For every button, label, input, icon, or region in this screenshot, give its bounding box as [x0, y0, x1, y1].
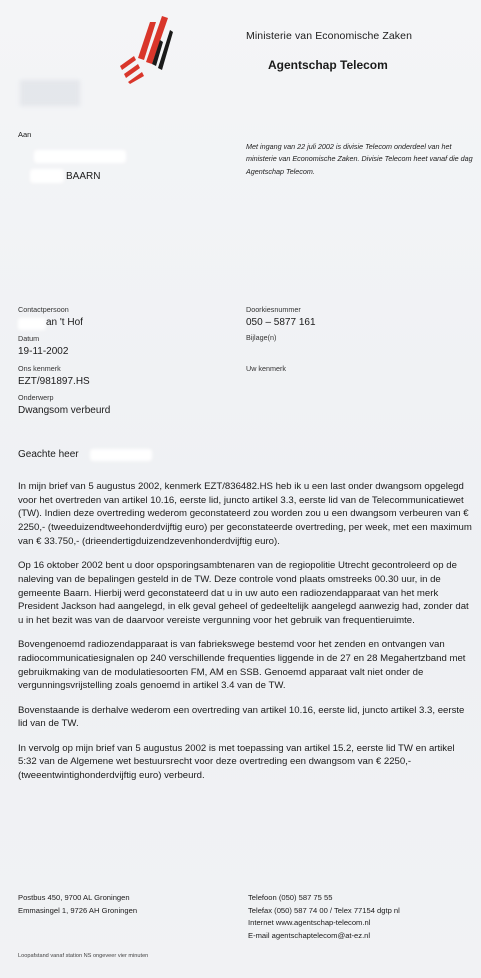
redaction-contact — [18, 318, 46, 330]
direct-number-label: Doorkiesnummer — [246, 305, 301, 314]
date-value: 19-11-2002 — [18, 346, 69, 357]
footer-phone: Telefoon (050) 587 75 55 — [248, 893, 333, 902]
footer-right — [248, 892, 400, 942]
date-label: Datum — [18, 334, 40, 343]
footer-postbus: Postbus 450, 9700 AL Groningen — [18, 893, 130, 902]
redaction-name — [34, 150, 126, 163]
redaction-salutation-name — [90, 449, 152, 461]
recipient-city: BAARN — [66, 171, 101, 182]
paragraph-5: In vervolg op mijn brief van 5 augustus 2002 is met toepassing van artikel 15.2, eerste lid TW en artikel 5:32 van de Algemene wet bestuursrecht voor deze overtreding een dwangsom van € 2250,- (tweeentwintighonderdvijftig euro) verbeurd. — [18, 742, 455, 782]
footer-email: E-mail agentschaptelecom@at-ez.nl — [248, 930, 371, 940]
attachments-label: Bijlage(n) — [246, 333, 277, 342]
direct-number-value: 050 – 5877 161 — [246, 317, 316, 328]
our-reference-label: Ons kenmerk — [18, 364, 61, 373]
footer-internet: Internet www.agentschap-telecom.nl — [248, 918, 371, 927]
faint-show-through — [20, 80, 80, 106]
subject-label: Onderwerp — [18, 393, 54, 402]
paragraph-1: In mijn brief van 5 augustus 2002, kenmerk EZT/836482.HS heb ik u een last onder dwangsom opgelegd voor het overtreden van artikel 10.16, eerste lid, juncto artikel 3.3, eerste lid van de Telecommunicatiewet (TW). Indien deze overtreding wederom geconstateerd zou worden zou u een dwangsom verbeuren van € 2250,- (tweeduizendtweehonderdvijftig euro) per geconstateerde overtreding, per week, met een maximum van € 33.750,- (drieendertigduizendzevenhonderdvijftig euro). — [18, 481, 472, 547]
paragraph-4: Bovenstaande is derhalve wederom een overtreding van artikel 10.16, eerste lid, juncto artikel 3.3, eerste lid van de TW. — [18, 704, 465, 730]
your-reference-label: Uw kenmerk — [246, 364, 286, 373]
our-reference-value: EZT/981897.HS — [18, 376, 90, 387]
agency-name: Agentschap Telecom — [268, 58, 388, 72]
footer-address: Emmasingel 1, 9726 AH Groningen — [18, 905, 138, 915]
redaction-street — [30, 169, 64, 183]
letter-body — [18, 480, 473, 793]
ministry-name: Ministerie van Economische Zaken — [246, 30, 413, 42]
agency-logo-icon — [116, 14, 178, 84]
paragraph-2: Op 16 oktober 2002 bent u door opsporingsambtenaren van de regiopolitie Utrecht gecontroleerd op de naleving van de bepalingen gesteld in de TW. Deze controle vond plaats omstreeks 00.30 uur, in de gemeente Baarn. Hierbij werd geconstateerd dat u in uw auto een radiozendapparaat van het merk President Jackson had aangelegd, in elk geval geheel of gedeeltelijk aangelegd aanwezig had, zonder dat u in het bezit was van de daarvoor vereiste vergunning voor het gebruik van frequentieruimte. — [18, 560, 469, 626]
contact-value: an 't Hof — [46, 317, 83, 328]
paragraph-3: Bovengenoemd radiozendapparaat is van fabriekswege bestemd voor het zenden en ontvangen van radiocommunicatiesignalen op 240 verschillende frequenties liggende in de 27 en 28 Megahertzband met gebruikmaking van de modulatiesoorten FM, AM en SSB. Genoemd apparaat valt niet onder de vergunningsvrijstelling zoals genoemd in artikel 3.4 van de TW. — [18, 639, 466, 692]
walking-distance-note: Loopafstand vanaf station NS ongeveer vier minuten — [18, 953, 149, 959]
subject-value: Dwangsom verbeurd — [18, 405, 111, 416]
recipient-label: Aan — [18, 130, 32, 139]
contact-label: Contactpersoon — [18, 305, 69, 314]
notice-text: Met ingang van 22 juli 2002 is divisie Telecom onderdeel van het ministerie van Economische Zaken. Divisie Telecom heet vanaf die dag Agentschap Telecom. — [246, 142, 473, 176]
footer-left — [18, 892, 137, 917]
salutation: Geachte heer — [18, 449, 79, 460]
footer-fax: Telefax (050) 587 74 00 / Telex 77154 dgtp nl — [248, 905, 400, 915]
